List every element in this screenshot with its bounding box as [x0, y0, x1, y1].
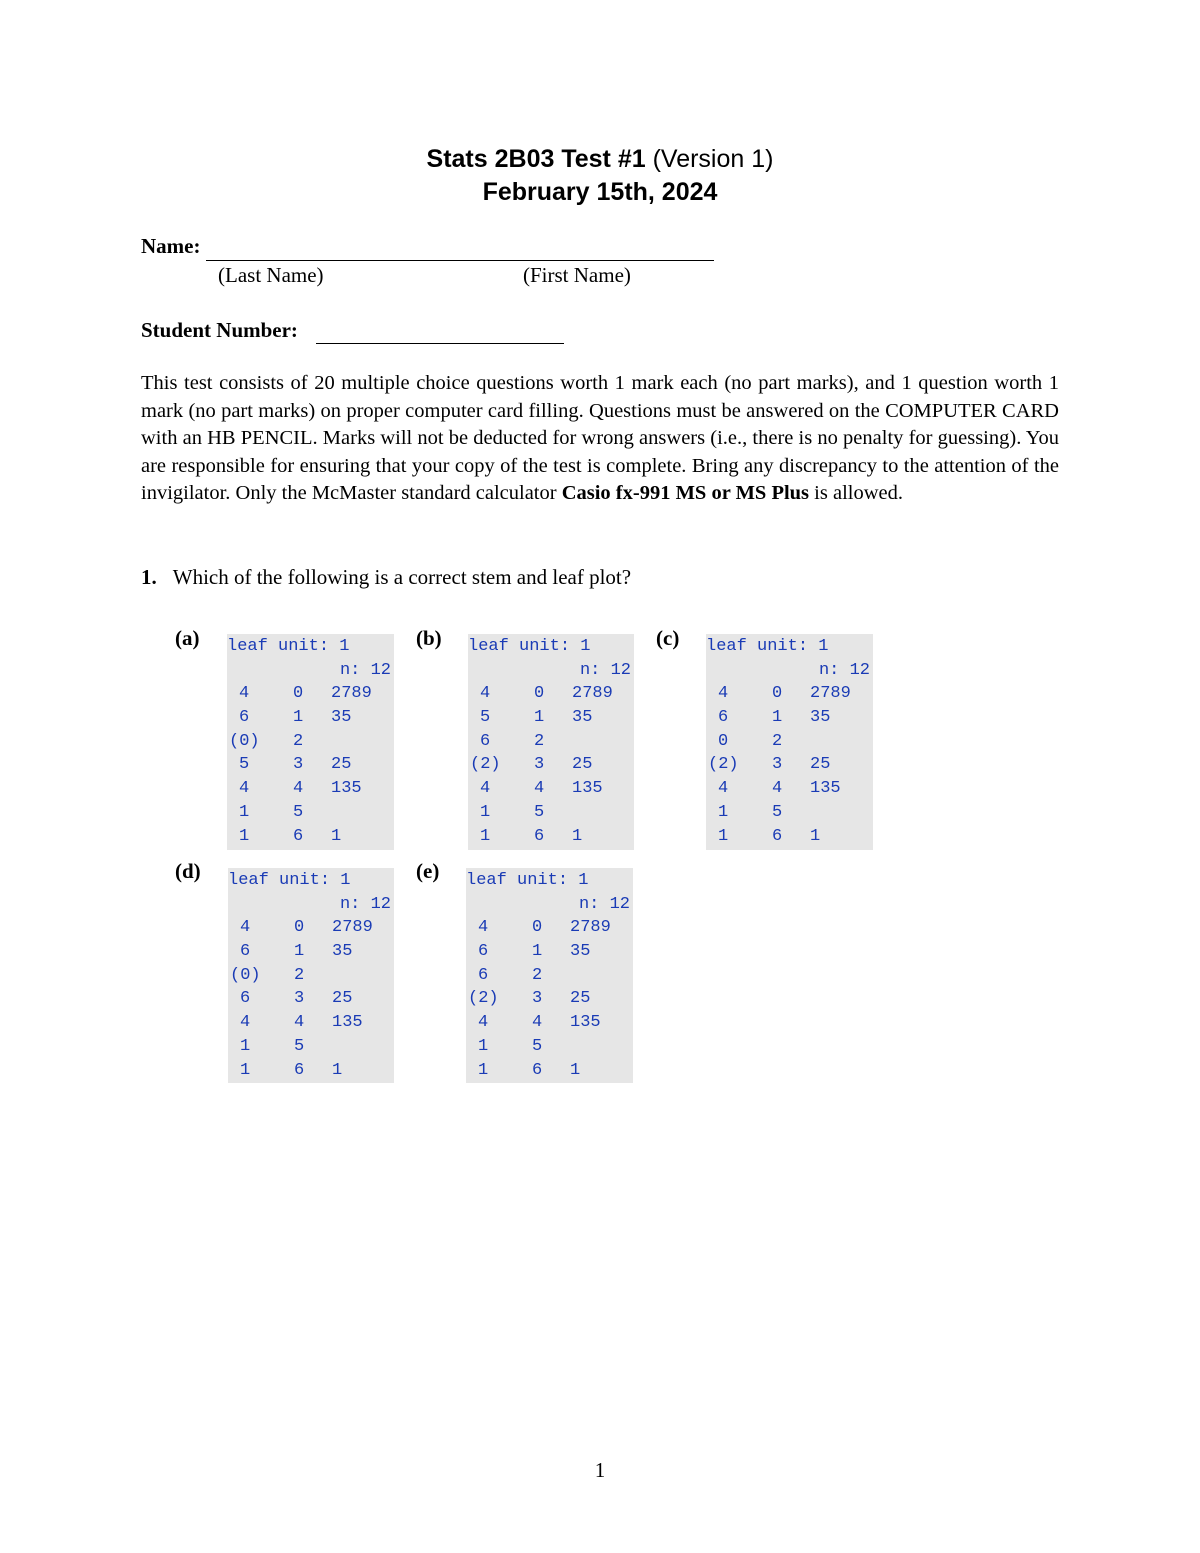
- plot-leaves: 25: [570, 989, 591, 1009]
- plot-stem: 2: [293, 731, 304, 751]
- plot-depth: 4: [480, 684, 491, 704]
- plot-depth: 4: [478, 1013, 489, 1033]
- plot-row: [228, 1035, 392, 1059]
- plot-depth: 6: [240, 989, 251, 1009]
- plot-depth: 4: [718, 779, 729, 799]
- plot-stem: 2: [534, 731, 545, 751]
- plot-stem: 2: [294, 965, 305, 985]
- plot-stem: 4: [294, 1013, 305, 1033]
- plot-row: [227, 730, 392, 754]
- test-title: [0, 143, 1200, 175]
- instructions-part1: This test consists of 20 multiple choice questions worth 1 mark each (no part marks), and 1 question worth 1 mark (no part marks) on proper computer card filling. Questions must be answered on the COMPUTER CARD with an HB PENCIL. Marks will not be deducted for wrong answers (i.e., there is no penalty for guessing). You are responsible for ensuring that your copy of the test is complete. Bring any discrepancy to the attention of the invigilator. Only the McMaster standard calculator: [141, 372, 1059, 504]
- plot-depth: 4: [240, 918, 251, 938]
- plot-row: [706, 730, 871, 754]
- plot-depth: 1: [240, 1060, 251, 1080]
- plot-depth: (0): [229, 731, 260, 751]
- plot-header-leaf-unit: leaf unit: 1: [227, 637, 350, 656]
- plot-leaves: 135: [810, 779, 841, 799]
- plot-row: [228, 1011, 392, 1035]
- plot-stem: 2: [772, 731, 783, 751]
- plot-stem: 2: [532, 965, 543, 985]
- plot-depth: (2): [470, 755, 501, 775]
- instructions-paragraph: [141, 370, 1059, 508]
- stem-leaf-plot-b: [468, 634, 634, 850]
- plot-depth: 4: [240, 1013, 251, 1033]
- plot-row: [228, 916, 392, 940]
- plot-stem: 4: [532, 1013, 543, 1033]
- plot-stem: 1: [534, 708, 545, 728]
- plot-row: [227, 682, 392, 706]
- plot-stem: 1: [772, 708, 783, 728]
- plot-leaves: 2789: [332, 918, 373, 938]
- stem-leaf-plot-a: [227, 634, 394, 850]
- stem-leaf-plot-c: [706, 634, 873, 850]
- plot-row: [466, 1011, 631, 1035]
- plot-row: [468, 730, 632, 754]
- plot-depth: (0): [230, 965, 261, 985]
- plot-row: [468, 825, 632, 849]
- plot-row: [466, 964, 631, 988]
- plot-row: [468, 777, 632, 801]
- plot-row: [706, 682, 871, 706]
- test-date: February 15th, 2024: [482, 178, 718, 206]
- plot-row: [228, 964, 392, 988]
- plot-depth: 5: [480, 708, 491, 728]
- plot-header-n: n: 12: [579, 660, 631, 680]
- plot-depth: 4: [239, 779, 250, 799]
- plot-header-leaf-unit: leaf unit: 1: [468, 637, 591, 656]
- plot-header-n: n: 12: [578, 894, 630, 914]
- page-number: 1: [594, 1458, 606, 1482]
- stem-leaf-plot-d: [228, 868, 394, 1083]
- plot-stem: 5: [772, 802, 783, 822]
- plot-row: [227, 825, 392, 849]
- plot-row: [466, 1059, 631, 1083]
- plot-leaves: 35: [810, 708, 831, 728]
- question-1: [141, 565, 631, 590]
- plot-header-leaf-unit: leaf unit: 1: [228, 871, 351, 890]
- plot-row: [706, 777, 871, 801]
- plot-leaves: 2789: [570, 918, 611, 938]
- plot-leaves: 35: [570, 942, 591, 962]
- plot-stem: 3: [293, 755, 304, 775]
- plot-stem: 0: [293, 684, 304, 704]
- plot-header-n: n: 12: [818, 660, 870, 680]
- plot-depth: 1: [718, 826, 729, 846]
- plot-depth: 4: [239, 684, 250, 704]
- plot-row: [468, 682, 632, 706]
- plot-depth: 1: [478, 1036, 489, 1056]
- plot-leaves: 2789: [810, 684, 851, 704]
- plot-row: [228, 940, 392, 964]
- plot-depth: 1: [478, 1060, 489, 1080]
- stem-leaf-plot-e: [466, 868, 633, 1083]
- plot-header-leaf-unit: leaf unit: 1: [466, 871, 589, 890]
- plot-stem: 0: [534, 684, 545, 704]
- calculator-name: Casio fx-991 MS or MS Plus: [561, 482, 810, 504]
- plot-depth: 0: [718, 731, 729, 751]
- plot-row: [227, 801, 392, 825]
- plot-stem: 6: [293, 826, 304, 846]
- plot-depth: 6: [478, 965, 489, 985]
- plot-header-leaf-unit: leaf unit: 1: [706, 637, 829, 656]
- plot-leaves: 1: [570, 1060, 581, 1080]
- plot-stem: 6: [294, 1060, 305, 1080]
- plot-row: [706, 753, 871, 777]
- plot-depth: 1: [240, 1036, 251, 1056]
- plot-stem: 5: [534, 802, 545, 822]
- plot-stem: 4: [772, 779, 783, 799]
- plot-row: [227, 706, 392, 730]
- plot-depth: 4: [718, 684, 729, 704]
- plot-stem: 5: [532, 1036, 543, 1056]
- plot-stem: 1: [532, 942, 543, 962]
- plot-row: [228, 1059, 392, 1083]
- instructions-part2: is allowed.: [809, 482, 903, 504]
- plot-depth: 1: [480, 826, 491, 846]
- plot-depth: (2): [708, 755, 739, 775]
- plot-row: [228, 987, 392, 1011]
- plot-leaves: 25: [810, 755, 831, 775]
- plot-stem: 0: [294, 918, 305, 938]
- plot-stem: 6: [772, 826, 783, 846]
- name-blank-line[interactable]: [206, 260, 714, 261]
- plot-row: [227, 777, 392, 801]
- plot-stem: 3: [772, 755, 783, 775]
- student-number-blank-line[interactable]: [316, 343, 564, 344]
- plot-depth: 6: [718, 708, 729, 728]
- plot-depth: 6: [240, 942, 251, 962]
- plot-leaves: 25: [331, 755, 352, 775]
- plot-row: [466, 940, 631, 964]
- plot-leaves: 25: [332, 989, 353, 1009]
- plot-row: [466, 1035, 631, 1059]
- question-text: Which of the following is a correct stem and leaf plot?: [172, 565, 632, 589]
- first-name-label: (First Name): [523, 263, 631, 287]
- plot-depth: 6: [239, 708, 250, 728]
- plot-header-n: n: 12: [339, 894, 391, 914]
- option-b-label: (b): [416, 626, 442, 650]
- plot-row: [466, 916, 631, 940]
- plot-stem: 3: [534, 755, 545, 775]
- plot-row: [227, 753, 392, 777]
- plot-leaves: 1: [331, 826, 342, 846]
- plot-row: [468, 801, 632, 825]
- plot-depth: 6: [478, 942, 489, 962]
- plot-depth: 4: [478, 918, 489, 938]
- plot-leaves: 1: [810, 826, 821, 846]
- plot-depth: 1: [718, 802, 729, 822]
- plot-stem: 6: [532, 1060, 543, 1080]
- plot-row: [706, 825, 871, 849]
- plot-stem: 4: [293, 779, 304, 799]
- plot-row: [468, 753, 632, 777]
- plot-leaves: 135: [332, 1013, 363, 1033]
- plot-leaves: 25: [572, 755, 593, 775]
- plot-stem: 4: [534, 779, 545, 799]
- student-number-label: Student Number:: [141, 318, 298, 342]
- plot-depth: 1: [239, 826, 250, 846]
- plot-stem: 3: [532, 989, 543, 1009]
- option-e-label: (e): [416, 859, 440, 883]
- plot-row: [706, 801, 871, 825]
- plot-leaves: 1: [332, 1060, 343, 1080]
- plot-leaves: 2789: [331, 684, 372, 704]
- plot-header-n: n: 12: [339, 660, 391, 680]
- option-d-label: (d): [175, 859, 201, 883]
- plot-stem: 6: [534, 826, 545, 846]
- plot-row: [468, 706, 632, 730]
- plot-depth: 5: [239, 755, 250, 775]
- last-name-label: (Last Name): [218, 263, 324, 287]
- plot-leaves: 35: [332, 942, 353, 962]
- plot-row: [706, 706, 871, 730]
- name-label: Name:: [141, 234, 201, 258]
- plot-stem: 5: [293, 802, 304, 822]
- plot-depth: 1: [480, 802, 491, 822]
- plot-depth: 4: [480, 779, 491, 799]
- plot-stem: 0: [532, 918, 543, 938]
- plot-leaves: 135: [331, 779, 362, 799]
- test-title-bold: Stats 2B03 Test #1: [426, 145, 646, 173]
- plot-leaves: 35: [331, 708, 352, 728]
- plot-row: [466, 987, 631, 1011]
- question-number: 1.: [141, 565, 157, 589]
- test-version: (Version 1): [652, 145, 774, 173]
- plot-stem: 1: [294, 942, 305, 962]
- plot-leaves: 1: [572, 826, 583, 846]
- plot-leaves: 2789: [572, 684, 613, 704]
- plot-leaves: 135: [570, 1013, 601, 1033]
- option-a-label: (a): [175, 626, 200, 650]
- plot-depth: 1: [239, 802, 250, 822]
- plot-stem: 0: [772, 684, 783, 704]
- plot-stem: 1: [293, 708, 304, 728]
- plot-depth: (2): [468, 989, 499, 1009]
- plot-depth: 6: [480, 731, 491, 751]
- plot-leaves: 135: [572, 779, 603, 799]
- plot-leaves: 35: [572, 708, 593, 728]
- plot-stem: 5: [294, 1036, 305, 1056]
- option-c-label: (c): [656, 626, 680, 650]
- plot-stem: 3: [294, 989, 305, 1009]
